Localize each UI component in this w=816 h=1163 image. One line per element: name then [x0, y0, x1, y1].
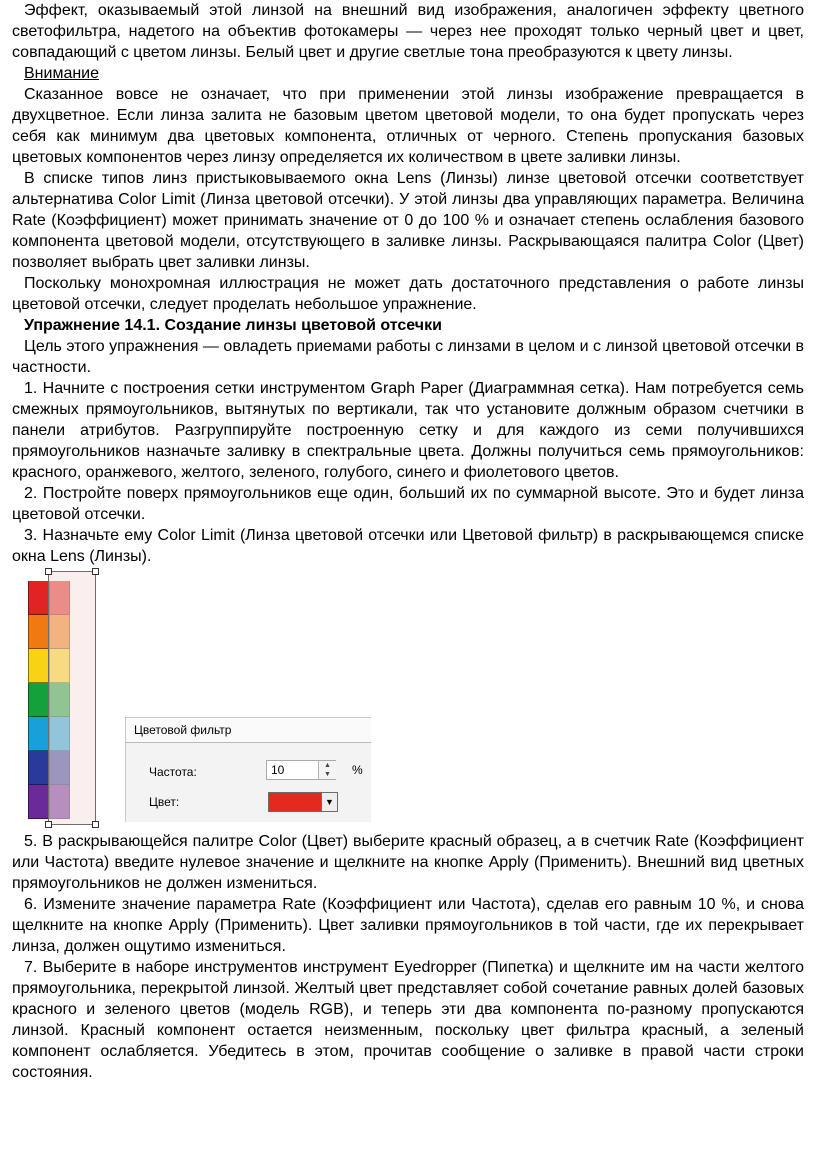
exercise-heading: Упражнение 14.1. Создание линзы цветовой отсечки: [24, 317, 442, 334]
color-cell: [28, 615, 50, 649]
color-cell: [28, 717, 50, 751]
document-page: [12, 0, 804, 1083]
step-6: 6. Измените значение параметра Rate (Коэффициент или Частота), сделав его равным 10 %, и снова щелкните на кнопке Apply (Применить). Цвет заливки прямоугольников в той части, где их перекрывает линза, должен ощутимо измениться.: [12, 896, 804, 955]
illustration: [12, 571, 804, 825]
selection-handle[interactable]: [92, 821, 99, 828]
step-1: 1. Начните с построения сетки инструментом Graph Paper (Диаграммная сетка). Нам потребуется семь смежных прямоугольников, вытянутых по вертикали, так что установите должным образом счетчики в панели атрибутов. Разгруппируйте построенную сетку и для каждого из семи получившихся прямоугольников назначьте заливку в спектральные цвета. Должны получиться семь прямоугольников: красного, оранжевого, желтого, зеленого, голубого, синего и фиолетового цветов.: [12, 380, 804, 481]
step-5: 5. В раскрывающейся палитре Color (Цвет) выберите красный образец, а в счетчик Rate (Коэффициент или Частота) введите нулевое значение и щелкните на кнопке Apply (Применить). Внешний вид цветных прямоугольников не должен измениться.: [12, 833, 805, 892]
rate-input[interactable]: 10: [266, 760, 336, 780]
paragraph: В списке типов линз пристыковываемого окна Lens (Линзы) линзе цветовой отсечки соответствует альтернатива Color Limit (Линза цветовой отсечки). У этой линзы два управляющих параметра. Величина Rate (Коэффициент) может принимать значение от 0 до 100 % и означает степень ослабления базового компонента цветовой модели, отсутствующего в заливке линзы. Раскрывающаяся палитра Color (Цвет) позволяет выбрать цвет заливки линзы.: [12, 170, 804, 271]
paragraph: Цель этого упражнения — овладеть приемами работы с линзами в целом и с линзой цветовой отсечки в частности.: [12, 338, 804, 376]
paragraph: Сказанное вовсе не означает, что при применении этой линзы изображение превращается в двухцветное. Если линза залита не базовым цветом цветовой модели, то она будет пропускать через себя как минимум два цветовых компонента, отличных от черного. Степень пропускания базовых цветовых компонентов через линзу определяется их количеством в цвете заливки линзы.: [12, 86, 804, 166]
color-swatch[interactable]: [268, 792, 322, 812]
color-dropdown-button[interactable]: [322, 792, 338, 812]
step-2: 2. Постройте поверх прямоугольников еще один, больший их по суммарной высоте. Это и будет линза цветовой отсечки.: [12, 485, 804, 523]
color-limit-panel: [125, 717, 371, 822]
rate-unit: %: [352, 763, 363, 777]
color-cell: [28, 649, 50, 683]
spin-up-icon[interactable]: ▲: [324, 762, 331, 769]
lens-rectangle[interactable]: [48, 571, 96, 825]
chevron-down-icon: ▼: [325, 797, 334, 807]
attention-heading: Внимание: [24, 65, 100, 82]
color-cell: [28, 785, 50, 819]
paragraph: Эффект, оказываемый этой линзой на внешний вид изображения, аналогичен эффекту цветного светофильтра, надетого на объектив фотокамеры — через нее проходят только черный цвет и цвет, совпадающий с цветом линзы. Белый цвет и другие светлые тона преобразуются к цвету линзы.: [12, 2, 804, 61]
step-3: 3. Назначьте ему Color Limit (Линза цветовой отсечки или Цветовой фильтр) в раскрывающемся списке окна Lens (Линзы).: [12, 527, 804, 565]
selection-handle[interactable]: [45, 568, 52, 575]
color-cell: [28, 581, 50, 615]
panel-title: Цветовой фильтр: [126, 718, 371, 743]
rate-spinner[interactable]: [318, 761, 336, 779]
selection-handle[interactable]: [92, 568, 99, 575]
step-7: 7. Выберите в наборе инструментов инструмент Eyedropper (Пипетка) и щелкните им на части желтого прямоугольника, перекрытой линзой. Желтый цвет представляет собой сочетание равных долей базовых красного и зеленого цветов (модель RGB), и теперь эти два компонента по-разному пропускаются линзой. Красный компонент остается неизменным, поскольку цвет фильтра красный, а зеленый компонент ослабляется. Убедитесь в этом, прочитав сообщение о заливке в правой части строки состояния.: [12, 959, 804, 1081]
rate-label: Частота:: [149, 765, 197, 779]
selection-handle[interactable]: [45, 821, 52, 828]
paragraph: Поскольку монохромная иллюстрация не может дать достаточного представления о работе линзы цветовой отсечки, следует проделать небольшое упражнение.: [12, 275, 804, 313]
spin-down-icon[interactable]: ▼: [324, 771, 331, 778]
color-cell: [28, 751, 50, 785]
color-label: Цвет:: [149, 795, 180, 809]
color-cell: [28, 683, 50, 717]
